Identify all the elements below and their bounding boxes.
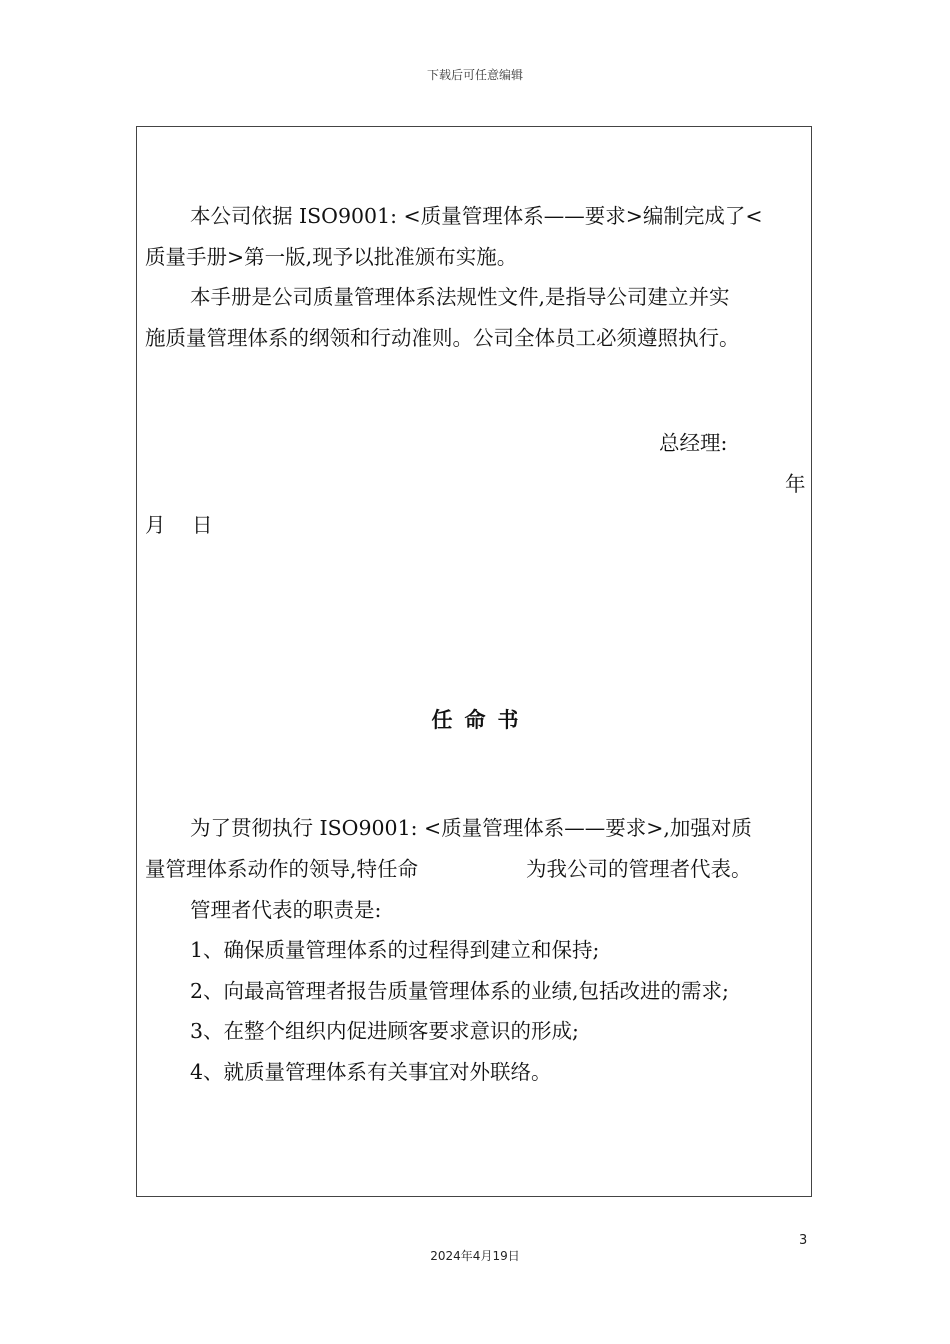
appointment-paragraph-line-2b: 为我公司的管理者代表。: [526, 857, 752, 881]
date-month-label: 月: [145, 513, 166, 537]
signature-label: 总经理:: [659, 431, 728, 455]
header-note: 下载后可任意编辑: [426, 68, 523, 82]
date-day-label: 日: [192, 513, 213, 537]
duty-item-1: 1、确保质量管理体系的过程得到建立和保持;: [190, 938, 600, 962]
date-year-label: 年: [785, 472, 806, 496]
duty-item-4: 4、就质量管理体系有关事宜对外联络。: [190, 1060, 552, 1084]
appointment-paragraph-line-2a: 量管理体系动作的领导,特任命: [145, 857, 419, 881]
appointment-paragraph-line-1: 为了贯彻执行 ISO9001: <质量管理体系——要求>,加强对质: [190, 816, 752, 840]
appointment-title: 任命书: [431, 708, 531, 732]
preface-paragraph-1-line-1: 本公司依据 ISO9001: <质量管理体系——要求>编制完成了<: [190, 204, 763, 228]
duties-heading: 管理者代表的职责是:: [190, 898, 382, 922]
footer-date: 2024年4月19日: [430, 1249, 520, 1263]
page-number: 3: [799, 1233, 808, 1248]
duty-item-2: 2、向最高管理者报告质量管理体系的业绩,包括改进的需求;: [190, 979, 729, 1003]
preface-paragraph-2-line-1: 本手册是公司质量管理体系法规性文件,是指导公司建立并实: [190, 285, 730, 309]
preface-paragraph-2-line-2: 施质量管理体系的纲领和行动准则。公司全体员工必须遵照执行。: [145, 326, 740, 350]
duty-item-3: 3、在整个组织内促进顾客要求意识的形成;: [190, 1019, 579, 1043]
preface-paragraph-1-line-2: 质量手册>第一版,现予以批准颁布实施。: [145, 245, 518, 269]
